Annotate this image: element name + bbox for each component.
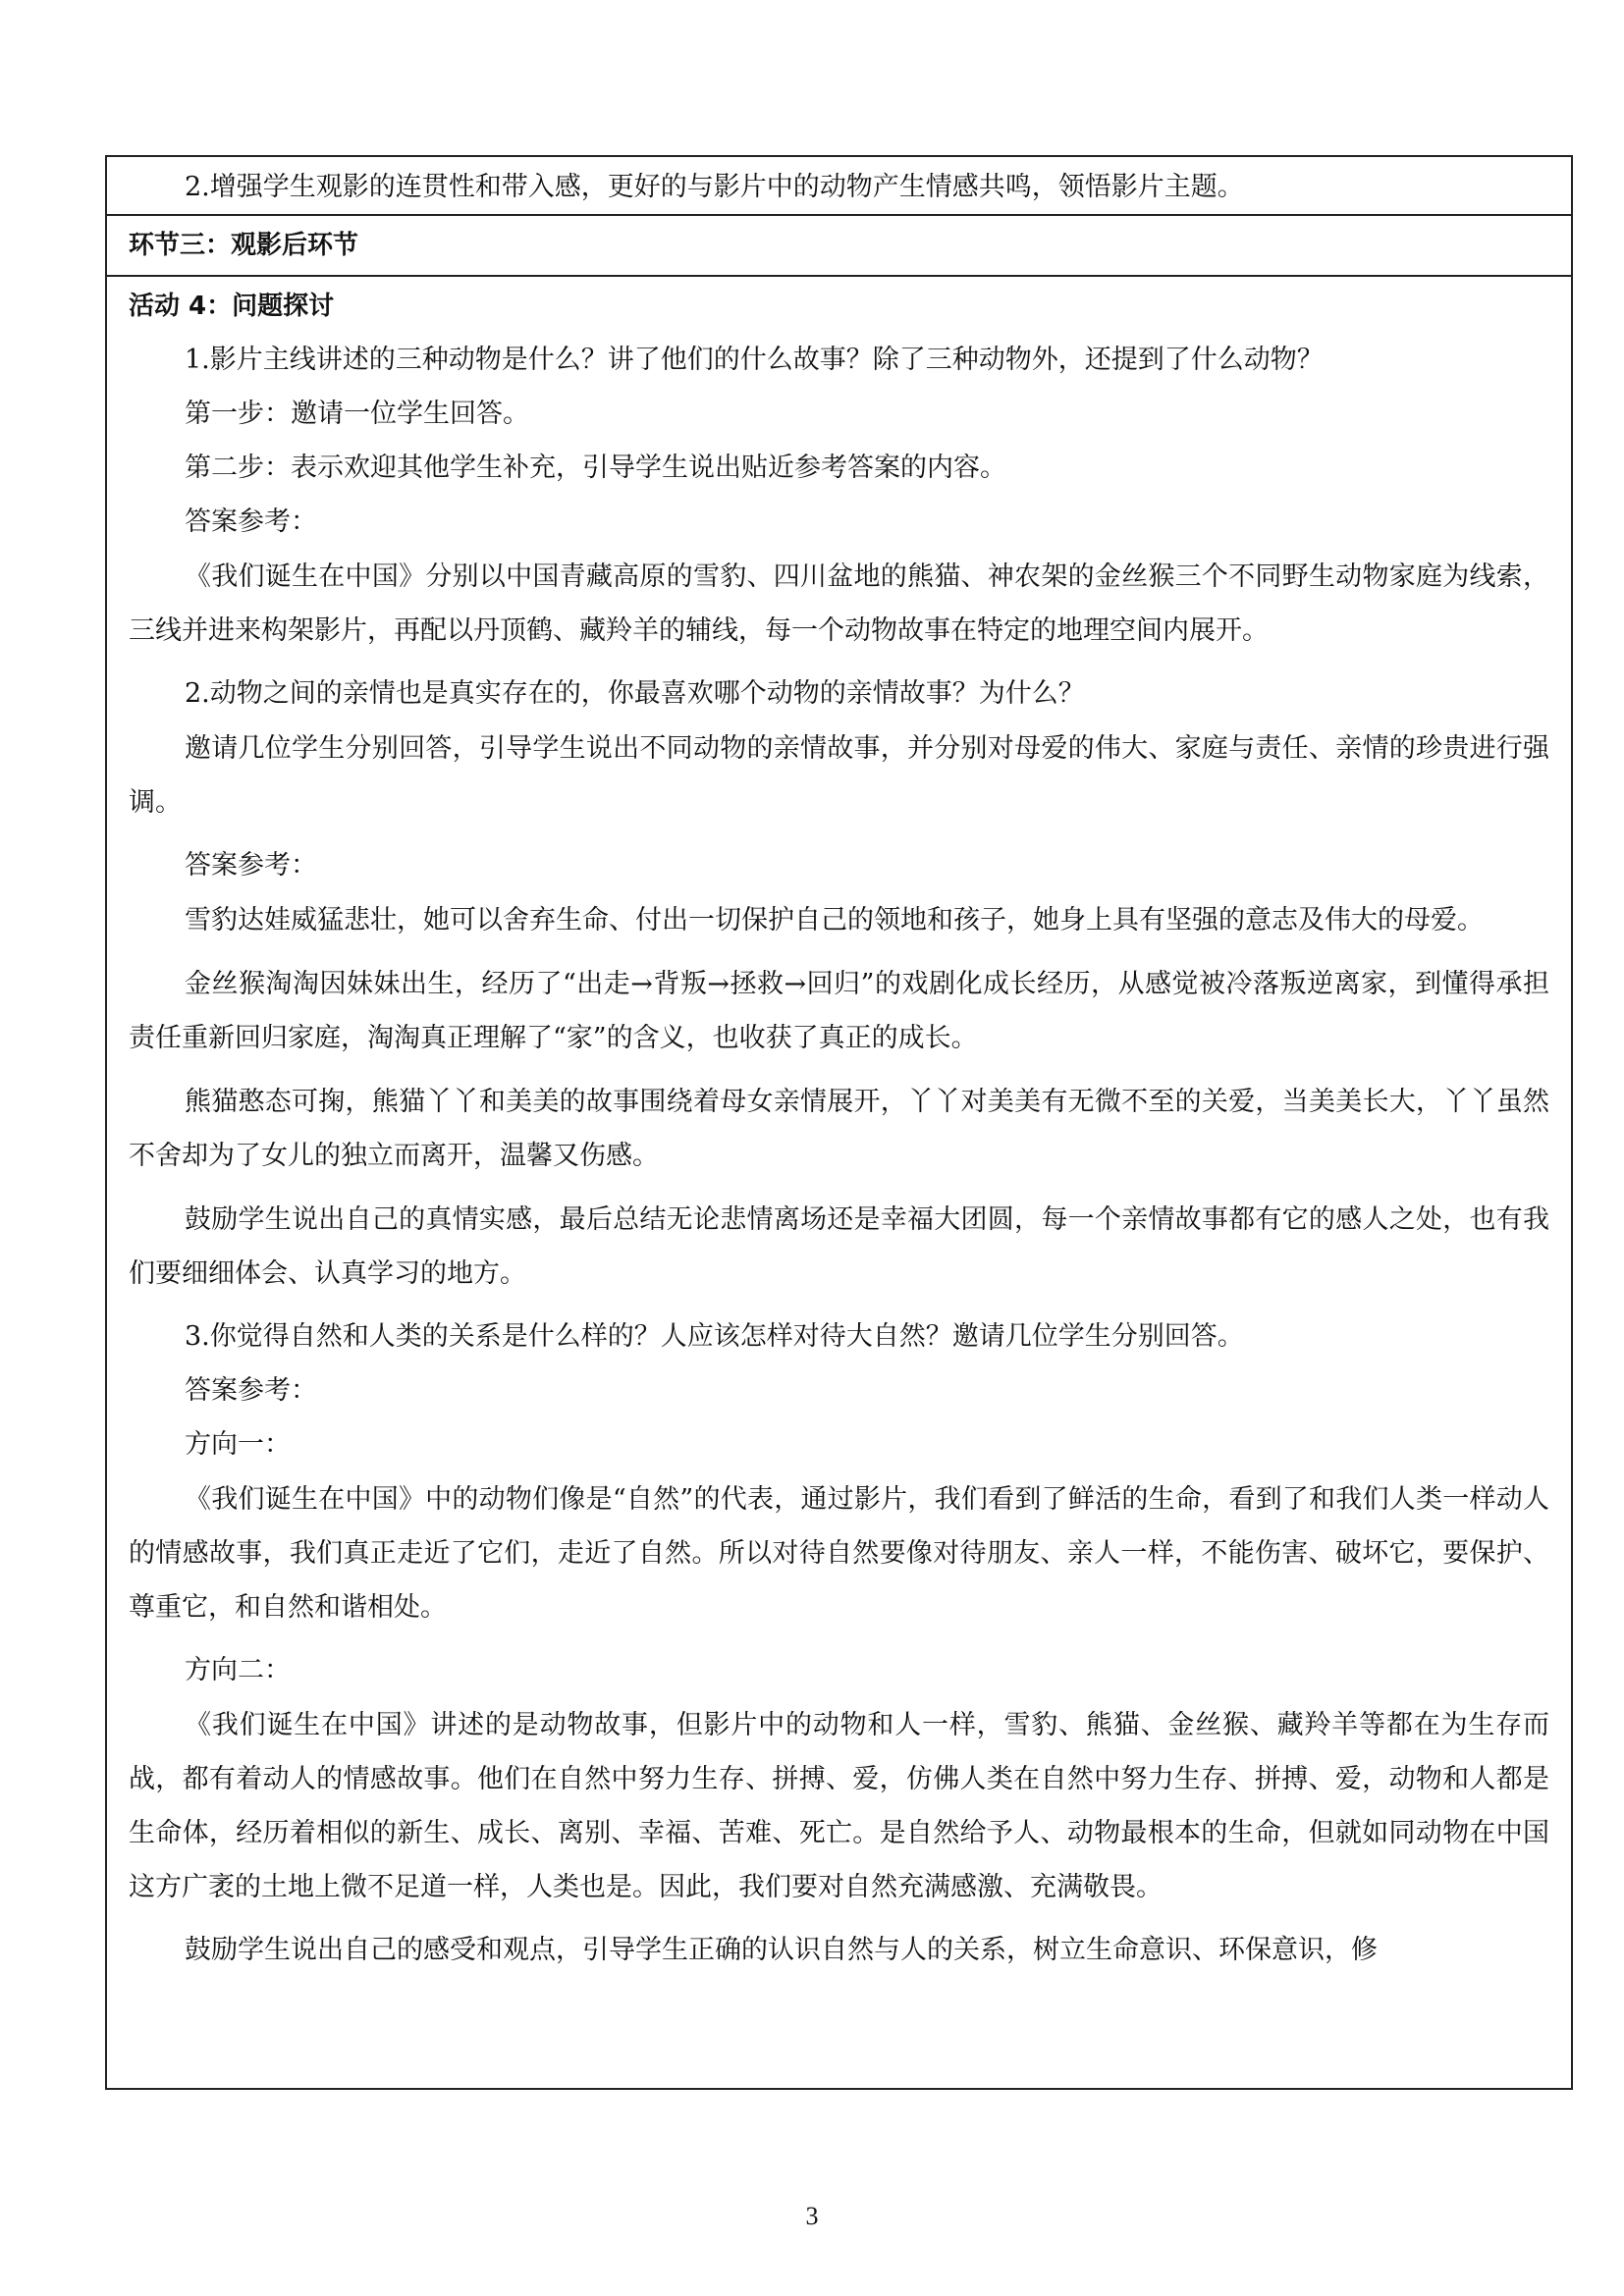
lesson-plan-table	[105, 155, 1573, 2090]
paragraph: 答案参考：	[185, 507, 317, 537]
paragraph: 答案参考：	[185, 1375, 317, 1406]
paragraph: 1.影片主线讲述的三种动物是什么？讲了他们的什么故事？除了三种动物外，还提到了什么动物？	[185, 345, 1324, 375]
intro-text: 2.增强学生观影的连贯性和带入感，更好的与影片中的动物产生情感共鸣，领悟影片主题。	[185, 172, 1244, 202]
section-row	[107, 216, 1571, 277]
paragraph: 《我们诞生在中国》讲述的是动物故事，但影片中的动物和人一样，雪豹、熊猫、金丝猴、藏羚羊等都在为生存而战，都有着动人的情感故事。他们在自然中努力生存、拼搏、爱，仿佛人类在自然中努力生存、拼搏、爱，动物和人都是生命体，经历着相似的新生、成长、离别、幸福、苦难、死亡。是自然给予人、动物最根本的生命，但就如同动物在中国这方广袤的土地上微不足道一样，人类也是。因此，我们要对自然充满感激、充满敬畏。	[129, 1710, 1549, 1902]
paragraph: 鼓励学生说出自己的真情实感，最后总结无论悲情离场还是幸福大团圆，每一个亲情故事都有它的感人之处，也有我们要细细体会、认真学习的地方。	[129, 1204, 1549, 1289]
paragraph: 熊猫憨态可掬，熊猫丫丫和美美的故事围绕着母女亲情展开，丫丫对美美有无微不至的关爱，当美美长大，丫丫虽然不舍却为了女儿的独立而离开，温馨又伤感。	[129, 1087, 1549, 1171]
page-number: 3	[805, 2202, 819, 2230]
paragraph: 方向二：	[185, 1655, 291, 1685]
paragraph: 3.你觉得自然和人类的关系是什么样的？人应该怎样对待大自然？邀请几位学生分别回答。	[185, 1321, 1244, 1352]
paragraph: 鼓励学生说出自己的感受和观点，引导学生正确的认识自然与人的关系，树立生命意识、环保意识，修	[185, 1935, 1378, 1965]
paragraph: 邀请几位学生分别回答，引导学生说出不同动物的亲情故事，并分别对母爱的伟大、家庭与责任、亲情的珍贵进行强调。	[129, 733, 1549, 818]
section-title: 环节三：观影后环节	[129, 231, 359, 260]
paragraph: 答案参考：	[185, 850, 317, 881]
paragraph: 金丝猴淘淘因妹妹出生，经历了“出走→背叛→拯救→回归”的戏剧化成长经历，从感觉被冷落叛逆离家，到懂得承担责任重新回归家庭，淘淘真正理解了“家”的含义，也收获了真正的成长。	[129, 969, 1549, 1053]
paragraph: 2.动物之间的亲情也是真实存在的，你最喜欢哪个动物的亲情故事？为什么？	[185, 678, 1085, 709]
activity-title: 活动 4：问题探讨	[129, 292, 335, 321]
paragraph: 雪豹达娃威猛悲壮，她可以舍弃生命、付出一切保护自己的领地和孩子，她身上具有坚强的意志及伟大的母爱。	[185, 905, 1484, 935]
intro-row	[107, 157, 1571, 216]
paragraph: 第一步：邀请一位学生回答。	[185, 399, 529, 429]
activity-row	[107, 277, 1571, 2088]
paragraph: 方向一：	[185, 1429, 291, 1460]
paragraph: 《我们诞生在中国》中的动物们像是“自然”的代表，通过影片，我们看到了鲜活的生命，看到了和我们人类一样动人的情感故事，我们真正走近了它们，走近了自然。所以对待自然要像对待朋友、亲人一样，不能伤害、破坏它，要保护、尊重它，和自然和谐相处。	[129, 1484, 1549, 1623]
paragraph: 《我们诞生在中国》分别以中国青藏高原的雪豹、四川盆地的熊猫、神农架的金丝猴三个不同野生动物家庭为线索，三线并进来构架影片，再配以丹顶鹤、藏羚羊的辅线，每一个动物故事在特定的地理空间内展开。	[129, 561, 1549, 646]
paragraph: 第二步：表示欢迎其他学生补充，引导学生说出贴近参考答案的内容。	[185, 453, 1006, 483]
